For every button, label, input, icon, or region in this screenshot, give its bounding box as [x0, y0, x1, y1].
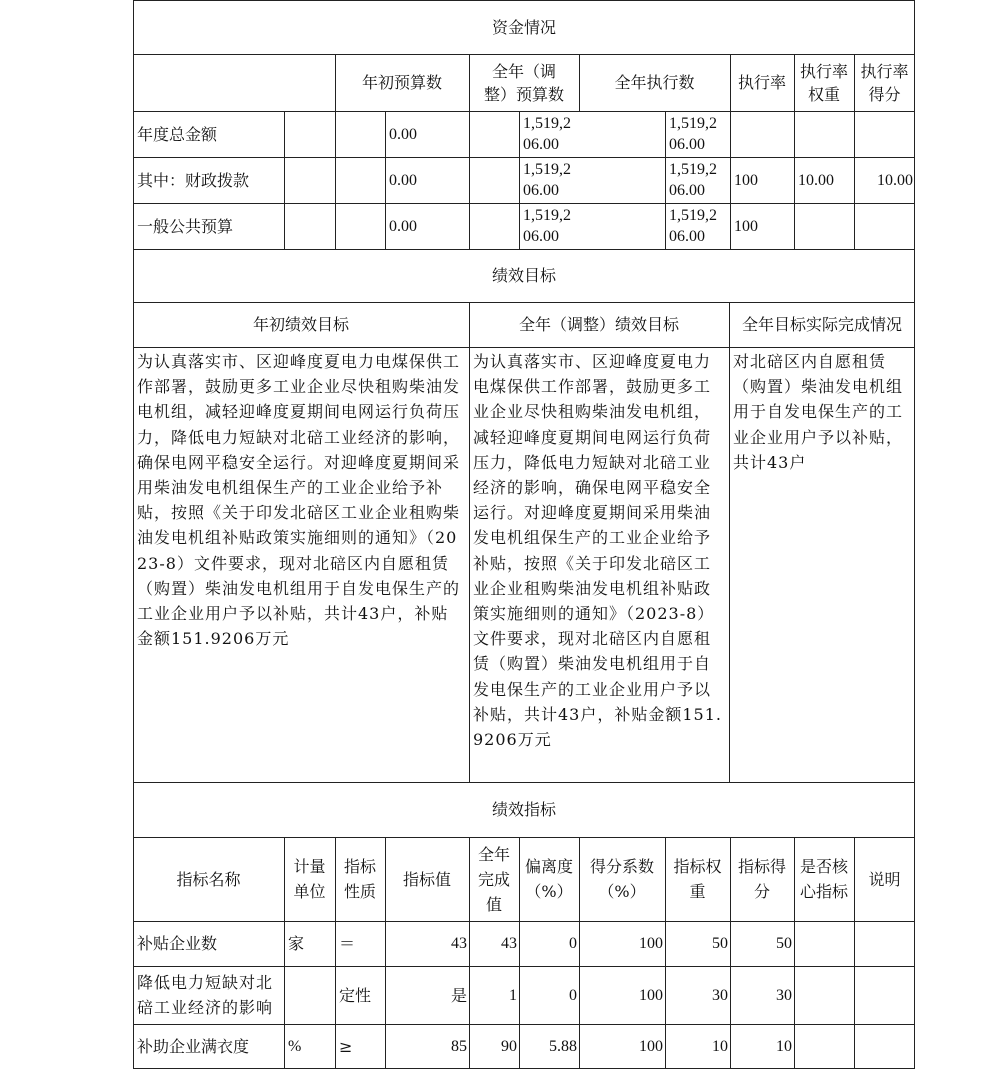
- header-nature: 指标 性质: [343, 857, 376, 901]
- indicator-row-nature: ≥: [339, 1036, 353, 1056]
- indicator-row-completed: 1: [509, 986, 517, 1004]
- indicator-row-unit: [284, 966, 335, 1024]
- funds-row-executed: 1,519,2 06.00: [669, 161, 717, 199]
- indicator-row-nature: 定性: [339, 985, 372, 1005]
- indicator-row-completed: 43: [501, 935, 517, 952]
- funds-row-initial: 0.00: [389, 171, 417, 189]
- header-initial-goal: 年初绩效目标: [252, 315, 349, 334]
- header-note: 说明: [868, 869, 901, 889]
- funds-row-adjusted: 1,519,2 06.00: [523, 115, 571, 153]
- adjusted-goal-text: 为认真落实市、区迎峰度夏电力电煤保供工作部署，鼓励更多工业企业尽快租购柴油发电机组，减轻迎峰度夏期间电网运行负荷压力，降低电力短缺对北碚工业经济的影响，确保电网平稳安全运行。对迎峰度夏期间采用柴油发电机组保生产的工业企业给予补贴，按照《关于印发北碚区工业企业租购柴油发电机组补贴政策实施细则的通知》（2023-8）文件要求，现对北碚区内自愿租赁（购置）柴油发电机组用于自发电保生产的工业企业用户予以补贴，共计43户，补贴金额151.9206万元: [473, 352, 722, 750]
- indicator-row-note: [854, 921, 915, 966]
- funds-row-weight: [794, 203, 854, 249]
- indicator-row-unit: %: [288, 1037, 302, 1055]
- indicator-row-name: 补贴企业数: [137, 934, 218, 953]
- funds-row-rate: 100: [734, 171, 758, 189]
- initial-goal-text: 为认真落实市、区迎峰度夏电力电煤保供工作部署，鼓励更多工业企业尽快租购柴油发电机组，减轻迎峰度夏期间电网运行负荷压力，降低电力短缺对北碚工业经济的影响，确保电网平稳安全运行。对迎峰度夏期间采用柴油发电机组保生产的工业企业给予补贴，按照《关于印发北碚区工业企业租购柴油发电机组补贴政策实施细则的通知》（2023-8）文件要求，现对北碚区内自愿租赁（购置）柴油发电机组用于自发电保生产的工业企业用户予以补贴，共计43户，补贴金额151.9206万元: [137, 352, 461, 649]
- indicator-row-name: 降低电力短缺对北碚工业经济的影响: [137, 973, 274, 1017]
- funds-row-initial: 0.00: [389, 125, 417, 143]
- indicator-row-unit: 家: [288, 934, 305, 953]
- funds-row-label: 一般公共预算: [137, 216, 234, 236]
- indicator-row-core: [794, 1024, 854, 1068]
- header-completed: 全年 完成 值: [477, 844, 510, 914]
- funds-section-title: 资金情况: [491, 17, 556, 37]
- indicator-row-score: 30: [776, 986, 792, 1004]
- funds-row-rate: [730, 111, 794, 157]
- funds-row-score: 10.00: [877, 171, 913, 189]
- indicator-row-coef: 100: [639, 935, 663, 952]
- actual-completion-text: 对北碚区内自愿租赁（购置）柴油发电机组用于自发电保生产的工业企业用户予以补贴，共计43户: [733, 352, 904, 472]
- header-score-coef: 得分系数 （%）: [589, 857, 654, 901]
- header-score: 指标得 分: [737, 857, 786, 901]
- funds-row-adjusted: 1,519,2 06.00: [523, 161, 571, 199]
- indicator-row-weight: 30: [712, 986, 728, 1004]
- funds-row-adjusted: 1,519,2 06.00: [523, 207, 571, 245]
- indicator-row-nature: ＝: [339, 934, 356, 953]
- indicator-row-weight: 50: [712, 935, 728, 952]
- indicator-row-score: 10: [776, 1037, 792, 1055]
- funds-row-weight: [794, 111, 854, 157]
- header-adjusted-goal: 全年（调整）绩效目标: [518, 315, 679, 334]
- performance-table: [133, 0, 915, 1069]
- indicator-row-deviation: 5.88: [549, 1037, 577, 1055]
- header-execution-rate: 执行率: [737, 73, 786, 92]
- indicator-row-value: 85: [451, 1037, 467, 1055]
- indicator-row-note: [854, 1024, 915, 1068]
- indicator-row-value: 43: [451, 935, 467, 952]
- header-actual-completion: 全年目标实际完成情况: [741, 315, 902, 334]
- indicator-row-core: [794, 921, 854, 966]
- indicator-row-coef: 100: [639, 986, 663, 1004]
- indicator-row-value: 是: [450, 985, 467, 1005]
- header-value: 指标值: [402, 869, 451, 889]
- indicator-row-deviation: 0: [569, 935, 577, 952]
- header-weight: 指标权 重: [673, 857, 722, 901]
- indicator-row-core: [794, 966, 854, 1024]
- funds-row-score: [854, 203, 915, 249]
- header-indicator-name: 指标名称: [176, 869, 241, 889]
- header-full-year-budget: 全年（调 整）预算数: [483, 61, 564, 104]
- header-rate-score: 执行率 得分: [860, 61, 909, 104]
- funds-row-label: 年度总金额: [137, 124, 218, 144]
- indicator-row-note: [854, 966, 915, 1024]
- goals-section-title: 绩效目标: [491, 266, 556, 285]
- header-initial-budget: 年初预算数: [361, 73, 442, 92]
- indicator-row-completed: 90: [501, 1037, 517, 1055]
- funds-row-executed: 1,519,2 06.00: [669, 115, 717, 153]
- indicators-section-title: 绩效指标: [491, 800, 556, 819]
- indicator-row-name: 补助企业满衣度: [137, 1036, 250, 1056]
- indicator-row-deviation: 0: [569, 986, 577, 1004]
- header-core: 是否核 心指标: [799, 857, 848, 901]
- indicator-row-weight: 10: [712, 1037, 728, 1055]
- header-full-year-execution: 全年执行数: [614, 73, 695, 92]
- funds-row-rate: 100: [734, 217, 758, 235]
- funds-row-initial: 0.00: [389, 217, 417, 235]
- funds-row-score: [854, 111, 915, 157]
- funds-row-weight: 10.00: [798, 171, 834, 189]
- header-deviation: 偏离度 （%）: [524, 857, 573, 901]
- funds-row-executed: 1,519,2 06.00: [669, 207, 717, 245]
- header-unit: 计量 单位: [293, 857, 326, 901]
- header-rate-weight: 执行率 权重: [799, 61, 848, 104]
- funds-row-label: 其中：财政拨款: [137, 170, 250, 190]
- indicator-row-coef: 100: [639, 1037, 663, 1055]
- indicator-row-score: 50: [776, 935, 792, 952]
